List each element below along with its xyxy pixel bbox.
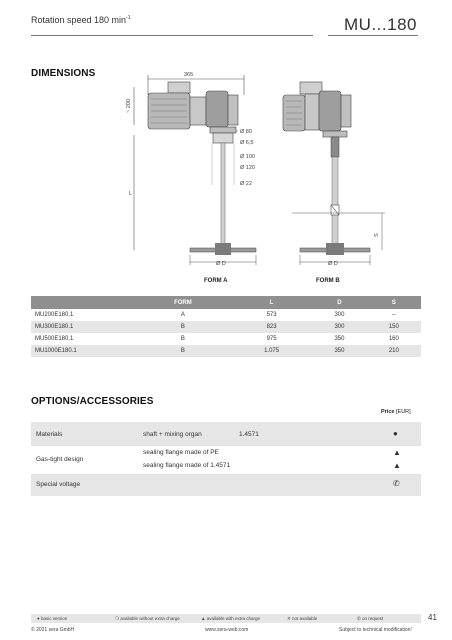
header-title (31, 15, 131, 25)
gastight-pe-mark: ▲ (393, 448, 401, 457)
option-row-voltage (31, 474, 421, 496)
dim-l-label: L (129, 191, 133, 197)
gastight-steel: sealing flange made of 1.4571 (143, 462, 231, 469)
legend-not-available: ✕ not available (287, 615, 318, 621)
gastight-steel-mark: ▲ (393, 461, 401, 470)
cell-s: 150 (367, 321, 421, 333)
materials-mark: ● (393, 429, 398, 438)
gastight-label: Gas-tight design (36, 456, 84, 463)
footer-web: www.sera-web.com (205, 627, 249, 633)
dim-365-label: 365 (184, 72, 194, 78)
option-row-materials (31, 422, 421, 446)
col-header-d: D (312, 296, 366, 309)
dim-d22: Ø 22 (240, 181, 252, 187)
dim-da-label: Ø D (216, 261, 226, 267)
cell-form: A (180, 312, 185, 318)
options-heading: OPTIONS/ACCESSORIES (31, 396, 154, 407)
table-row (31, 321, 421, 333)
header-title-sup: -1 (126, 15, 131, 21)
drive-form-b (283, 82, 370, 255)
cell-l: 1.075 (231, 345, 312, 357)
dim-d80: Ø 80 (240, 129, 252, 135)
header-rule-left (31, 35, 313, 36)
price-label: Price (381, 409, 395, 415)
legend-on-request: ✆ on request (357, 615, 384, 621)
materials-value: 1.4571 (239, 431, 259, 438)
cell-model: MU300E180.1 (31, 321, 135, 333)
dimensions-table (31, 296, 421, 357)
gastight-pe: sealing flange made of PE (143, 449, 219, 456)
legend-basic: ● basic version (37, 615, 68, 621)
voltage-mark: ✆ (393, 479, 400, 488)
cell-form: B (135, 321, 231, 333)
col-header-s: S (367, 296, 421, 309)
materials-text: shaft + mixing organ (143, 431, 202, 438)
footer-note: Subject to technical modification! (339, 627, 412, 633)
legend-extra-charge: ▲ available with extra charge (201, 615, 260, 621)
header-rule-right (328, 35, 418, 36)
col-header-form: FORM (135, 296, 231, 309)
col-header-l: L (231, 296, 312, 309)
cell-model: MU500E180.1 (35, 336, 74, 342)
cell-s: 210 (367, 345, 421, 357)
materials-label: Materials (36, 431, 63, 438)
price-header (381, 409, 411, 415)
dimensions-heading: DIMENSIONS (31, 68, 96, 79)
cell-d: 350 (312, 345, 366, 357)
dim-db-label: Ø D (328, 261, 338, 267)
dim-s-label: S (374, 233, 380, 237)
page-number: 41 (428, 613, 437, 622)
footer-copyright: © 2021 sera GmbH (31, 627, 75, 633)
cell-d: 300 (334, 312, 345, 318)
cell-form: B (135, 345, 231, 357)
header-model: MU...180 (344, 15, 417, 34)
price-unit: [EUR] (396, 409, 411, 415)
cell-l: 975 (266, 336, 277, 342)
dim-d100: Ø 100 (240, 154, 255, 160)
option-row-gastight (31, 446, 421, 474)
table-row (31, 345, 421, 357)
table-row (31, 309, 421, 321)
legend-no-charge: ❍ available without extra charge (115, 615, 180, 621)
dim-d65: Ø 6,5 (240, 140, 254, 146)
cell-model: MU200E180.1 (35, 312, 74, 318)
cell-d: 300 (312, 321, 366, 333)
dimensions-table-header (31, 296, 421, 309)
cell-l: 573 (266, 312, 277, 318)
table-row (31, 333, 421, 345)
cell-s: 160 (388, 336, 399, 342)
dim-d120: Ø 120 (240, 165, 255, 171)
header-title-text: Rotation speed 180 min (31, 15, 127, 25)
cell-s: – (392, 312, 396, 318)
cell-l: 823 (231, 321, 312, 333)
cell-model: MU1000E180.1 (31, 345, 135, 357)
form-b-label: FORM B (316, 278, 340, 284)
legend-bar (31, 614, 421, 623)
form-a-label: FORM A (204, 278, 228, 284)
voltage-label: Special voltage (36, 481, 81, 488)
dimension-drawing (120, 65, 420, 290)
col-header-model (31, 296, 135, 309)
dim-200-label: ~ 200 (126, 99, 132, 113)
cell-d: 350 (334, 336, 345, 342)
cell-form: B (180, 336, 185, 342)
